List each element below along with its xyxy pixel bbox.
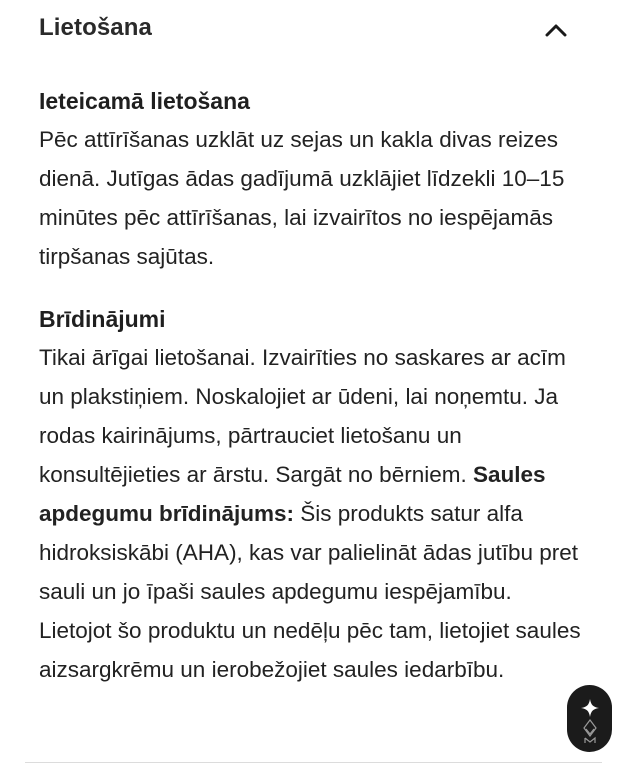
collapse-button[interactable] xyxy=(540,16,572,44)
warnings-title: Brīdinājumi xyxy=(39,306,166,332)
brand-logo-icon xyxy=(575,693,605,745)
usage-title: Ieteicamā lietošana xyxy=(39,88,250,114)
divider xyxy=(25,762,602,763)
warnings-text xyxy=(39,338,584,689)
accordion-content xyxy=(39,82,584,713)
usage-text: Pēc attīrīšanas uzklāt uz sejas un kakla divas reizes dienā. Jutīgas ādas gadījumā uzklājiet līdzekli 10–15 minūtes pēc attīrīšanas, lai izvairītos no iespējamās tirpšanas sajūtas. xyxy=(39,127,565,269)
accordion-title: Lietošana xyxy=(39,14,152,41)
usage-section xyxy=(39,82,584,276)
sunburn-warning-label: Saules apdegumu brīdinājums: xyxy=(39,462,546,526)
chevron-up-icon xyxy=(545,23,567,37)
accordion-header[interactable] xyxy=(0,0,627,62)
warnings-text-before: Tikai ārīgai lietošanai. Izvairīties no saskares ar acīm un plakstiņiem. Noskalojiet ar ūdeni, lai noņemtu. Ja rodas kairinājums, pārtrauciet lietošanu un konsultējieties ar ārstu. Sargāt no bērniem. xyxy=(39,345,566,487)
warnings-text-after: Šis produkts satur alfa hidroksiskābi (AHA), kas var palielināt ādas jutību pret sauli un jo īpaši saules apdegumu iespējamību. Lietojot šo produktu un nedēļu pēc tam, lietojiet saules aizsargkrēmu un ierobežojiet saules iedarbību. xyxy=(39,501,581,682)
brand-chat-button[interactable] xyxy=(567,685,612,752)
warnings-section xyxy=(39,300,584,689)
